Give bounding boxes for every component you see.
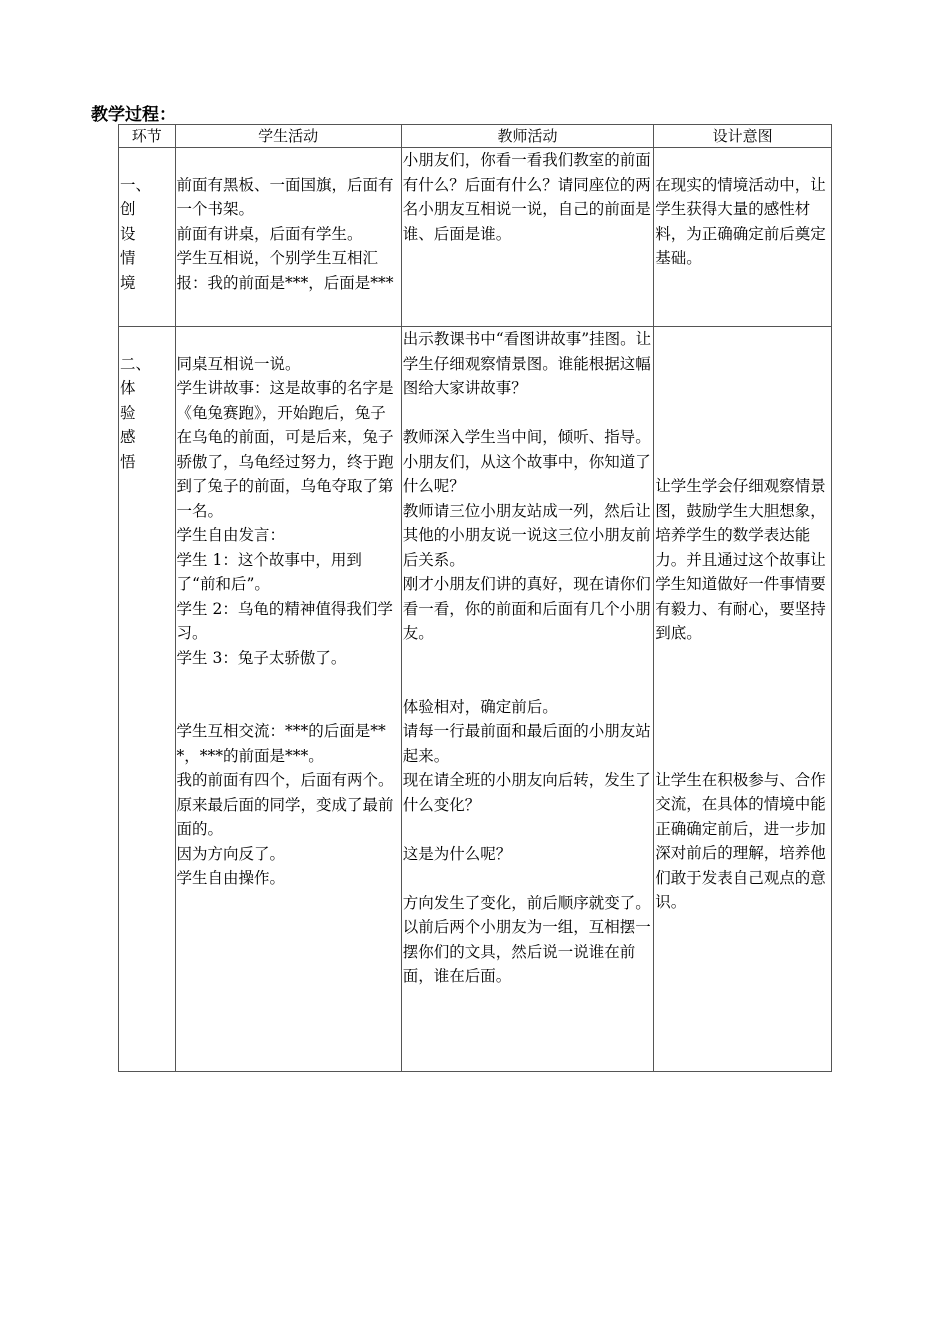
student-text: 原来最后面的同学，变成了最前面的。 xyxy=(176,795,394,838)
teacher-text: 教师请三位小朋友站成一列，然后让其他的小朋友说一说这三位小朋友前后关系。 xyxy=(402,501,651,569)
section-heading: 教学过程： xyxy=(91,105,176,125)
student-text: 前面有黑板、一面国旗，后面有一个书架。 xyxy=(176,175,394,218)
student-text: 我的前面有四个，后面有两个。 xyxy=(176,771,394,789)
header-teacher-activity: 教师活动 xyxy=(401,125,653,148)
student-text: 学生自由操作。 xyxy=(176,869,286,887)
intent-text: 在现实的情境活动中，让学生获得大量的感性材料，为正确确定前后奠定基础。 xyxy=(655,175,826,267)
teacher-text: 以前后两个小朋友为一组，互相摆一摆你们的文具，然后说一说谁在前面，谁在后面。 xyxy=(402,918,651,985)
table-header-row xyxy=(119,125,832,148)
design-intent-cell xyxy=(654,148,832,327)
teacher-text: 请每一行最前面和最后面的小朋友站起来。 xyxy=(402,722,651,765)
student-text: 学生互相说，个别学生互相汇报：我的前面是***，后面是*** xyxy=(176,249,394,292)
table-row xyxy=(119,148,832,327)
student-text: 因为方向反了。 xyxy=(176,844,286,863)
teacher-text: 教师深入学生当中间，倾听、指导。 xyxy=(402,428,651,446)
stage-name: 体验感悟 xyxy=(120,379,136,471)
stage-cell xyxy=(119,327,176,1072)
teacher-text: 现在请全班的小朋友向后转，发生了什么变化？ xyxy=(402,771,651,814)
stage-cell xyxy=(119,148,176,327)
teacher-text: 这是为什么呢？ xyxy=(402,844,512,863)
teacher-text: 出示教课书中“看图讲故事”挂图。让学生仔细观察情景图。谁能根据这幅图给大家讲故事？ xyxy=(402,330,652,397)
intent-text: 让学生在积极参与、合作交流，在具体的情境中能正确确定前后，进一步加深对前后的理解，培养他们敢于发表自己观点的意识。 xyxy=(655,770,826,911)
stage-number: 一、 xyxy=(120,175,152,194)
teacher-text: 小朋友们，你看一看我们教室的前面有什么？后面有什么？请同座位的两名小朋友互相说一说，自己的前面是谁、后面是谁。 xyxy=(402,151,651,243)
header-stage: 环节 xyxy=(119,125,176,148)
table-row xyxy=(119,327,832,1072)
stage-name: 创设情境 xyxy=(120,200,136,292)
teacher-text: 体验相对，确定前后。 xyxy=(402,697,558,716)
student-text: 前面有讲桌，后面有学生。 xyxy=(176,224,363,243)
student-text: 学生 2：乌龟的精神值得我们学习。 xyxy=(176,599,393,642)
student-text: 同桌互相说一说。 xyxy=(176,354,301,373)
teacher-text: 刚才小朋友们讲的真好，现在请你们看一看，你的前面和后面有几个小朋友。 xyxy=(402,575,651,642)
student-text: 学生互相交流：***的后面是***，***的前面是***。 xyxy=(176,722,386,765)
teacher-text: 小朋友们，从这个故事中，你知道了什么呢？ xyxy=(402,452,651,495)
stage-number: 二、 xyxy=(120,354,152,373)
intent-text: 让学生学会仔细观察情景图，鼓励学生大胆想象，培养学生的数学表达能力。并且通过这个故事让学生知道做好一件事情要有毅力、有耐心，要坚持到底。 xyxy=(655,477,826,642)
design-intent-cell xyxy=(654,327,832,1072)
student-text: 学生 1：这个故事中，用到了“前和后”。 xyxy=(176,550,362,593)
student-activity-cell xyxy=(175,148,401,327)
student-text: 学生自由发言： xyxy=(176,526,286,544)
student-activity-cell xyxy=(175,327,401,1072)
header-student-activity: 学生活动 xyxy=(175,125,401,148)
header-design-intent: 设计意图 xyxy=(654,125,832,148)
student-text: 学生 3：兔子太骄傲了。 xyxy=(176,648,347,667)
student-text: 学生讲故事：这是故事的名字是《龟兔赛跑》，开始跑后，兔子在乌龟的前面，可是后来，兔子骄傲了，乌龟经过努力，终于跑到了兔子的前面，乌龟夺取了第一名。 xyxy=(176,379,394,520)
teacher-activity-cell xyxy=(401,148,653,327)
lesson-table xyxy=(118,124,832,1072)
teacher-activity-cell xyxy=(401,327,653,1072)
teacher-text: 方向发生了变化，前后顺序就变了。 xyxy=(402,893,651,912)
